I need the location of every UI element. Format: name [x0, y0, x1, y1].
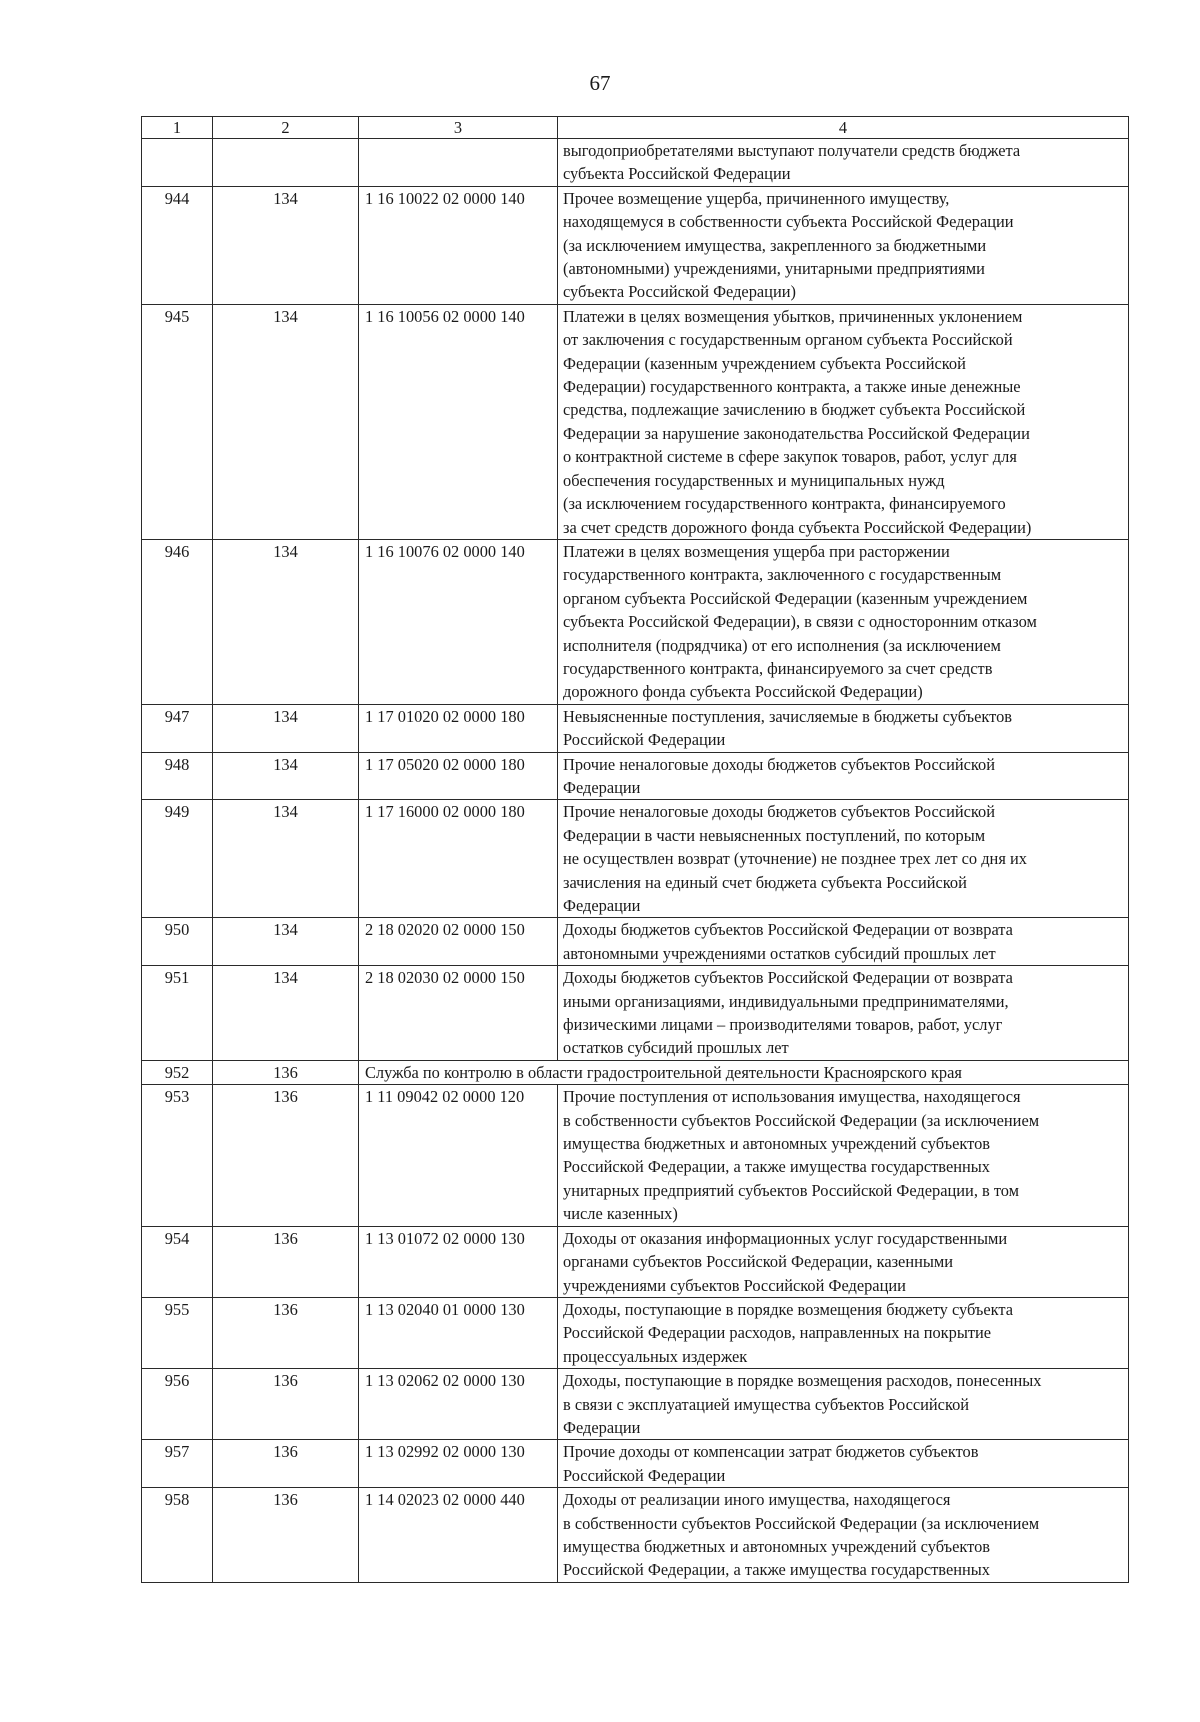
table-row: [142, 1440, 1129, 1488]
administrator-code-cell: 134: [213, 752, 359, 800]
description-line: о контрактной системе в сфере закупок товаров, работ, услуг для: [563, 447, 1017, 467]
table-row: [142, 304, 1129, 539]
description-line: Платежи в целях возмещения ущерба при расторжении: [563, 541, 950, 561]
description-line: дорожного фонда субъекта Российской Федерации): [563, 682, 923, 702]
description-line: в связи с эксплуатацией имущества субъектов Российской: [563, 1394, 970, 1414]
revenue-description-cell: [558, 1297, 1129, 1368]
revenue-description-cell: [558, 918, 1129, 966]
row-number-cell: 944: [142, 186, 213, 304]
budget-classification-code-cell: 1 14 02023 02 0000 440: [359, 1488, 558, 1583]
administrator-code-cell: 136: [213, 1226, 359, 1297]
revenue-description-cell: [558, 304, 1129, 539]
table-row: [142, 918, 1129, 966]
budget-classification-code-cell: 1 17 01020 02 0000 180: [359, 704, 558, 752]
description-line: Доходы от оказания информационных услуг государственными: [563, 1228, 1008, 1248]
description-line: Прочие неналоговые доходы бюджетов субъектов Российской: [563, 802, 995, 822]
budget-classification-code-cell: 2 18 02030 02 0000 150: [359, 966, 558, 1061]
description-line: Доходы бюджетов субъектов Российской Федерации от возврата: [563, 968, 1013, 988]
administrator-code-cell: 136: [213, 1085, 359, 1226]
row-number-cell: 952: [142, 1060, 213, 1084]
row-number-cell: 954: [142, 1226, 213, 1297]
table-row: [142, 966, 1129, 1061]
header-col-4: 4: [558, 117, 1129, 139]
description-line: иными организациями, индивидуальными предпринимателями,: [563, 991, 1009, 1011]
table-row: [142, 1297, 1129, 1368]
description-line: субъекта Российской Федерации): [563, 282, 796, 302]
revenue-description-cell: [558, 752, 1129, 800]
row-number-cell: 950: [142, 918, 213, 966]
description-line: процессуальных издержек: [563, 1346, 748, 1366]
revenue-description-cell: [558, 1085, 1129, 1226]
description-line: Невыясненные поступления, зачисляемые в бюджеты субъектов: [563, 706, 1013, 726]
description-line: Прочие неналоговые доходы бюджетов субъектов Российской: [563, 754, 995, 774]
description-line: за счет средств дорожного фонда субъекта Российской Федерации): [563, 517, 1032, 537]
budget-classification-code-cell: 2 18 02020 02 0000 150: [359, 918, 558, 966]
description-line: Российской Федерации, а также имущества государственных: [563, 1157, 990, 1177]
description-line: в собственности субъектов Российской Федерации (за исключением: [563, 1513, 1040, 1533]
administrator-code-cell: 134: [213, 304, 359, 539]
revenue-description-cell: [558, 966, 1129, 1061]
description-line: Российской Федерации расходов, направленных на покрытие: [563, 1323, 992, 1343]
administrator-code-cell: 134: [213, 800, 359, 918]
description-line: Федерации: [563, 896, 641, 915]
description-line: в собственности субъектов Российской Федерации (за исключением: [563, 1110, 1040, 1130]
description-line: имущества бюджетных и автономных учреждений субъектов: [563, 1536, 991, 1556]
description-line: имущества бюджетных и автономных учреждений субъектов: [563, 1134, 991, 1154]
description-line: Федерации: [563, 1417, 641, 1437]
administrator-code-cell: 136: [213, 1488, 359, 1583]
budget-classification-code-cell: 1 13 01072 02 0000 130: [359, 1226, 558, 1297]
administrator-code-cell: 134: [213, 539, 359, 704]
description-line: Российской Федерации: [563, 730, 726, 750]
row-number-cell: 953: [142, 1085, 213, 1226]
description-line: Прочие доходы от компенсации затрат бюджетов субъектов: [563, 1442, 979, 1462]
description-line: исполнителя (подрядчика) от его исполнения (за исключением: [563, 635, 1001, 655]
row-number-cell: 946: [142, 539, 213, 704]
description-line: Доходы бюджетов субъектов Российской Федерации от возврата: [563, 920, 1013, 940]
revenue-description-cell: [558, 1226, 1129, 1297]
description-line: субъекта Российской Федерации), в связи с односторонним отказом: [563, 612, 1037, 632]
description-line: выгодоприобретателями выступают получатели средств бюджета: [563, 141, 1021, 160]
description-line: физическими лицами – производителями товаров, работ, услуг: [563, 1015, 1003, 1035]
administrator-code-cell: 134: [213, 966, 359, 1061]
table-row: [142, 800, 1129, 918]
description-line: Федерации: [563, 777, 641, 797]
table-row: [142, 752, 1129, 800]
description-line: не осуществлен возврат (уточнение) не позднее трех лет со дня их: [563, 849, 1027, 869]
description-line: Федерации в части невыясненных поступлений, по которым: [563, 825, 986, 845]
table-body: [142, 117, 1129, 1583]
table-header-row: [142, 117, 1129, 139]
budget-classification-code-cell: 1 17 05020 02 0000 180: [359, 752, 558, 800]
table-row: [142, 1085, 1129, 1226]
revenue-codes-table: [141, 116, 1129, 1583]
table-row: [142, 704, 1129, 752]
row-number-cell: 951: [142, 966, 213, 1061]
revenue-description-cell: [558, 1440, 1129, 1488]
revenue-description-cell: [558, 139, 1129, 187]
row-number-cell: 958: [142, 1488, 213, 1583]
description-line: Платежи в целях возмещения убытков, причиненных уклонением: [563, 306, 1023, 326]
administrator-code-cell: [213, 139, 359, 187]
description-line: государственного контракта, заключенного с государственным: [563, 565, 1002, 585]
administrator-code-cell: 134: [213, 186, 359, 304]
description-line: органом субъекта Российской Федерации (казенным учреждением: [563, 588, 1028, 608]
row-number-cell: 949: [142, 800, 213, 918]
description-line: зачисления на единый счет бюджета субъекта Российской: [563, 872, 967, 892]
table-row: [142, 139, 1129, 187]
description-line: от заключения с государственным органом субъекта Российской: [563, 330, 1013, 350]
administrator-name-cell: Служба по контролю в области градостроительной деятельности Красноярского края: [359, 1060, 1129, 1084]
description-line: остатков субсидий прошлых лет: [563, 1038, 789, 1058]
budget-classification-code-cell: 1 16 10076 02 0000 140: [359, 539, 558, 704]
header-col-3: 3: [359, 117, 558, 139]
table-row: [142, 1369, 1129, 1440]
row-number-cell: [142, 139, 213, 187]
description-line: Федерации) государственного контракта, а также иные денежные: [563, 377, 1021, 397]
administrator-code-cell: 136: [213, 1440, 359, 1488]
table-row: [142, 1488, 1129, 1583]
budget-classification-code-cell: 1 16 10022 02 0000 140: [359, 186, 558, 304]
revenue-description-cell: [558, 1369, 1129, 1440]
description-line: Доходы, поступающие в порядке возмещения расходов, понесенных: [563, 1371, 1042, 1391]
description-line: государственного контракта, финансируемого за счет средств: [563, 658, 993, 678]
description-line: Федерации за нарушение законодательства Российской Федерации: [563, 423, 1030, 443]
table-row: [142, 186, 1129, 304]
budget-classification-code-cell: 1 11 09042 02 0000 120: [359, 1085, 558, 1226]
description-line: находящемуся в собственности субъекта Российской Федерации: [563, 212, 1014, 232]
page-number: 67: [589, 71, 611, 95]
budget-classification-code-cell: 1 13 02062 02 0000 130: [359, 1369, 558, 1440]
header-col-1: 1: [142, 117, 213, 139]
description-line: органами субъектов Российской Федерации, казенными: [563, 1252, 954, 1272]
budget-classification-code-cell: 1 13 02992 02 0000 130: [359, 1440, 558, 1488]
revenue-description-cell: [558, 539, 1129, 704]
row-number-cell: 947: [142, 704, 213, 752]
budget-classification-code-cell: 1 16 10056 02 0000 140: [359, 304, 558, 539]
row-number-cell: 945: [142, 304, 213, 539]
description-line: числе казенных): [563, 1204, 678, 1224]
description-line: Федерации (казенным учреждением субъекта Российской: [563, 353, 966, 373]
budget-classification-code-cell: [359, 139, 558, 187]
revenue-description-cell: [558, 186, 1129, 304]
description-line: обеспечения государственных и муниципальных нужд: [563, 470, 945, 490]
revenue-description-cell: [558, 704, 1129, 752]
description-line: (за исключением государственного контракта, финансируемого: [563, 494, 1006, 514]
description-line: учреждениями субъектов Российской Федерации: [563, 1275, 906, 1295]
description-line: Прочее возмещение ущерба, причиненного имуществу,: [563, 188, 950, 208]
description-line: Российской Федерации: [563, 1465, 726, 1485]
table-row: [142, 1060, 1129, 1084]
description-line: Прочие поступления от использования имущества, находящегося: [563, 1087, 1021, 1107]
header-col-2: 2: [213, 117, 359, 139]
description-line: Доходы от реализации иного имущества, находящегося: [563, 1490, 951, 1510]
description-line: (за исключением имущества, закрепленного за бюджетными: [563, 235, 987, 255]
row-number-cell: 957: [142, 1440, 213, 1488]
description-line: Доходы, поступающие в порядке возмещения бюджету субъекта: [563, 1299, 1014, 1319]
description-line: Российской Федерации, а также имущества государственных: [563, 1560, 990, 1580]
row-number-cell: 956: [142, 1369, 213, 1440]
administrator-code-cell: 136: [213, 1060, 359, 1084]
table-row: [142, 539, 1129, 704]
budget-classification-code-cell: 1 17 16000 02 0000 180: [359, 800, 558, 918]
budget-classification-code-cell: 1 13 02040 01 0000 130: [359, 1297, 558, 1368]
description-line: (автономными) учреждениями, унитарными предприятиями: [563, 259, 985, 279]
administrator-code-cell: 134: [213, 704, 359, 752]
row-number-cell: 948: [142, 752, 213, 800]
row-number-cell: 955: [142, 1297, 213, 1368]
description-line: автономными учреждениями остатков субсидий прошлых лет: [563, 943, 996, 963]
revenue-description-cell: [558, 800, 1129, 918]
administrator-code-cell: 136: [213, 1297, 359, 1368]
administrator-code-cell: 136: [213, 1369, 359, 1440]
administrator-code-cell: 134: [213, 918, 359, 966]
description-line: средства, подлежащие зачислению в бюджет субъекта Российской: [563, 400, 1026, 420]
revenue-description-cell: [558, 1488, 1129, 1583]
description-line: унитарных предприятий субъектов Российской Федерации, в том: [563, 1180, 1020, 1200]
description-line: субъекта Российской Федерации: [563, 164, 791, 184]
table-row: [142, 1226, 1129, 1297]
